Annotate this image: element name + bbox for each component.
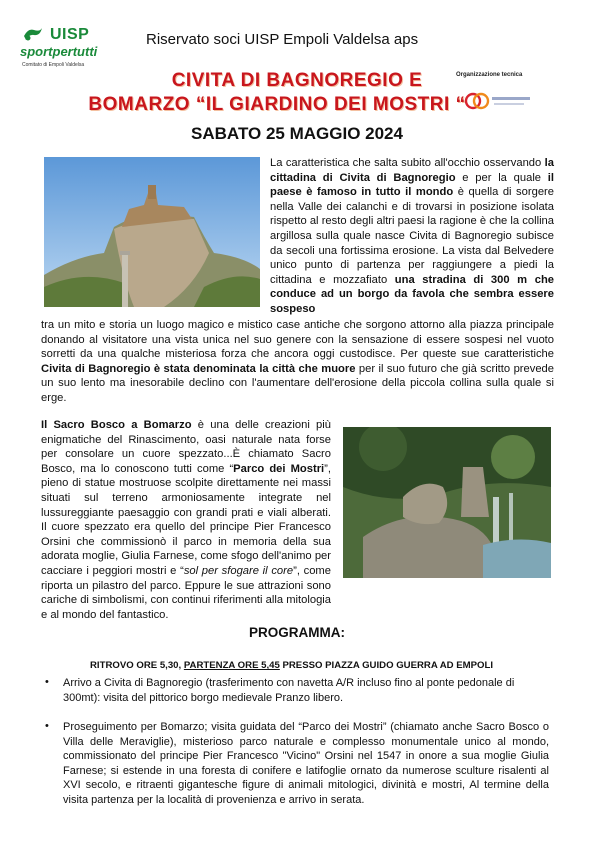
logo-sub-text: sportpertutti <box>20 44 98 59</box>
bomarzo-intro-paragraph: Il Sacro Bosco a Bomarzo è una delle creazioni più enigmatiche del Rinascimento, oasi naturale nata forse per consolare un cuore spezzato...È chiamato Sacro Bosco, ma lo conoscono tutti come “Parco dei Mostri”, pieno di statue mostruose scolpite direttamente nei massi situati sul terreno armoniosamente integrate nel lussureggiante paesaggio con grandi prati e viali alberati. Il cuore spezzato era quello del principe Pier Francesco Orsini che commissionò il parco in memoria della sua adorata moglie, Giulia Farnese, come sfogo dell'animo per cacciare i peggiori mostri e “sol per sfogare il core”, come riporta un pilastro del parco. Eppure le sue attrazioni sono cariche di simbolismi, con continui riferimenti alla mitologia e al mondo del fantastico. <box>41 419 331 621</box>
civita-intro-paragraph: La caratteristica che salta subito all'occhio osservando la cittadina di Civita di Bagnoregio e per la quale il paese è famoso in tutto il mondo è quella di sorgere nella Valle dei calanchi e di trovarsi in posizione isolata rispetto al resto degli altri paesi la ragione è che la collina argillosa sulla quale nasce Civita di Bagnoregio subisce da secoli una fortissima erosione. La vista dal Belvedere unico punto di partenza per raggiungere a piedi la cittadina e mozzafiato una stradina di 300 m che conduce ad un borgo da favola che sembra essere sospeso <box>270 157 555 315</box>
bomarzo-park-photo <box>343 427 551 578</box>
list-bullet-icon: • <box>45 676 49 688</box>
ritrovo-line: RITROVO ORE 5,30, PARTENZA ORE 5,45 PRESSO PIAZZA GUIDO GUERRA AD EMPOLI <box>90 660 494 671</box>
reserved-members-note: Riservato soci UISP Empoli Valdelsa aps <box>146 31 419 48</box>
uisp-mark-icon <box>22 26 44 42</box>
title-line-2: BOMARZO “IL GIARDINO DEI MOSTRI “ <box>88 94 466 115</box>
list-bullet-icon: • <box>45 720 49 732</box>
programma-heading: PROGRAMMA: <box>249 625 345 640</box>
title-line-1: CIVITA DI BAGNOREGIO E <box>171 70 423 91</box>
uisp-logo <box>20 26 108 72</box>
program-item-2: Proseguimento per Bomarzo; visita guidata del “Parco dei Mostri” (chiamato anche Sacro Bosco o Villa delle Meraviglie), misterioso parco naturale e complesso monumentale unico al mondo, commissionato del principe Pier Francesco "Vicino" Orsini nel 1547 in onore a sua moglie Giulia Farnese; si estende in una foresta di conifere e latifoglie ornato da numerose sculture risalenti al XVI secolo, e ritraenti gigantesche figure di animali mitologici, divinità e mostri, Al termine della visita partenza per la località di provenienza e arrivo in serata. <box>63 721 549 806</box>
civita-continued-paragraph: tra un mito e storia un luogo magico e mistico case antiche che sorgono attorno alla piazza principale donando al visitatore una vista unica nel suo genere con la sensazione di essere sospesi nel vuoto sorretti da una qualche misteriosa forza che ancora oggi custodisce. Per queste sue caratteristiche Civita di Bagnoregio è stata denominata la città che muore per il suo futuro che già scritto prevede un suo lento ma inesorabile declino con l'aumentare dell'erosione della piccola collina sulla quale si erge. <box>41 319 554 404</box>
organizer-label: Organizzazione tecnica <box>456 72 523 78</box>
logo-committee-text: Comitato di Empoli Valdelsa <box>22 62 85 68</box>
event-date: SABATO 25 MAGGIO 2024 <box>191 124 403 143</box>
program-item-1: Arrivo a Civita di Bagnoregio (trasferimento con navetta A/R incluso fino al ponte pedonale di 300mt): visita del pittorico borgo medievale Pranzo libero. <box>63 677 515 704</box>
logo-main-text: UISP <box>50 26 90 43</box>
civita-bagnoregio-photo <box>44 157 260 307</box>
organizer-logo-icon <box>464 90 536 112</box>
